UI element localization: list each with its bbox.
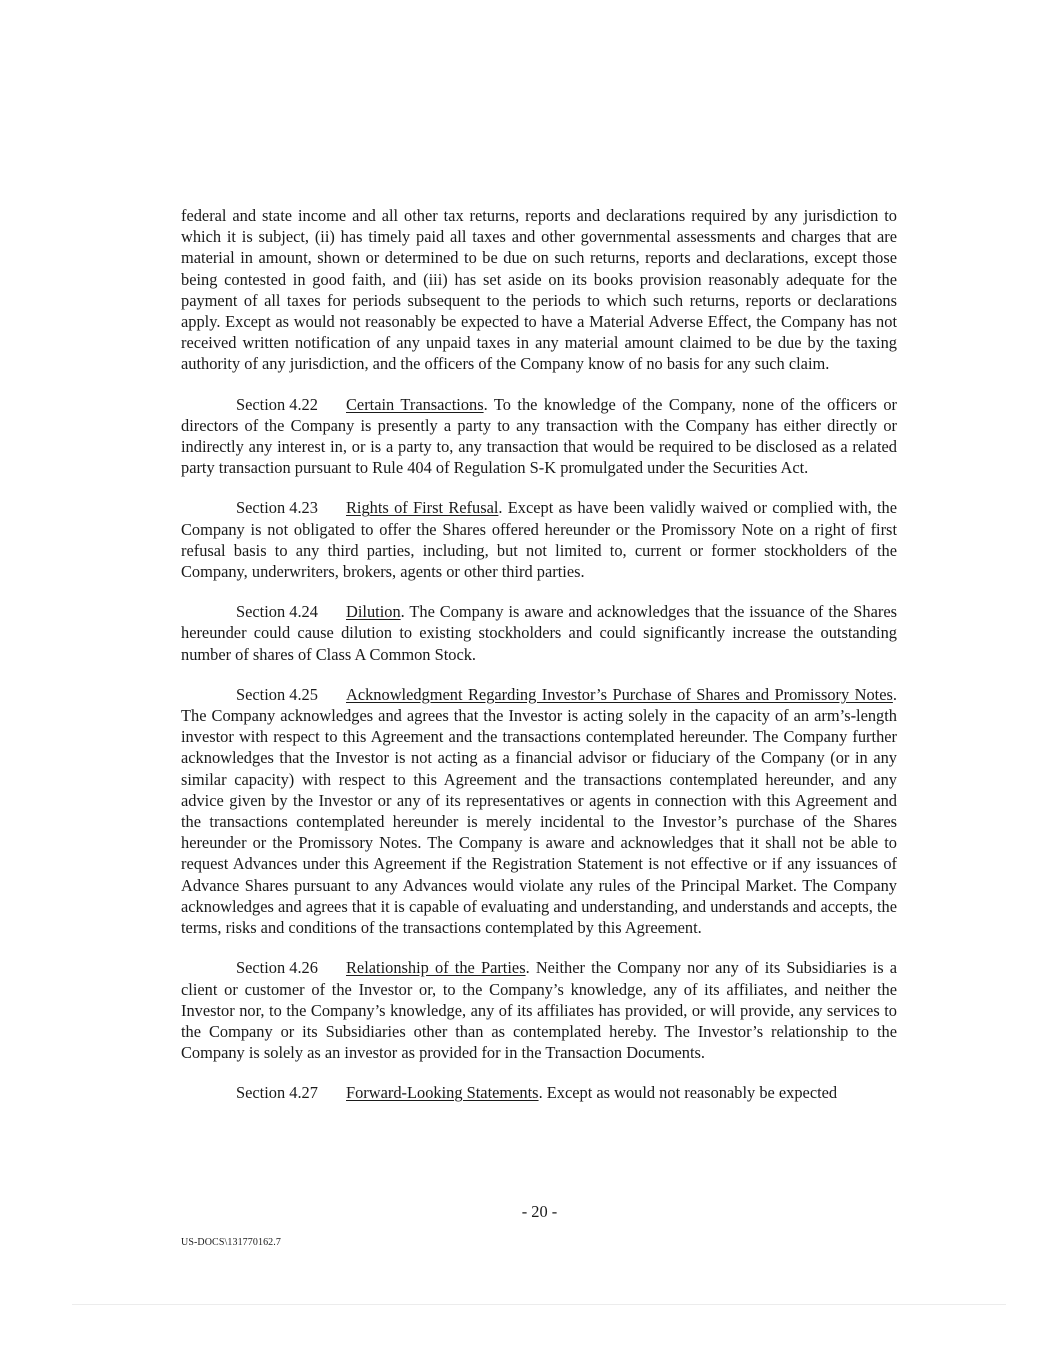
section-text: . Neither the Company nor any of its Subsidiaries is a client or customer of the Investor or, to the Company’s knowledge, any of its affiliates, and neither the Investor nor, to the Company’s knowledge, any of its affiliates has provided, or will provide, any services to the Company or its Subsidiaries other than as contemplated hereby. The Investor’s relationship to the Company is solely as an investor as provided for in the Transaction Documents. (181, 958, 897, 1063)
section-number: Section 4.24 (236, 602, 318, 622)
section-heading: Rights of First Refusal (346, 498, 499, 518)
section-number: Section 4.27 (236, 1083, 318, 1103)
page-number: - 20 - (521, 1202, 558, 1221)
section-text: . The Company acknowledges and agrees that the Investor is acting solely in the capacity of an arm’s-length investor with respect to this Agreement and the transactions contemplated hereunder. The Company further acknowledges that the Investor is not acting as a financial advisor or fiduciary of the Company (or in any similar capacity) with respect to this Agreement and the transactions contemplated hereunder, and any advice given by the Investor or any of its representatives or agents in connection with this Agreement and the transactions contemplated hereunder is merely incidental to the Investor’s purchase of the Shares hereunder or the Promissory Notes. The Company is aware and acknowledges that it shall not be able to request Advances under this Agreement if the Registration Statement is not effective or if any issuances of Advance Shares pursuant to any Advances would violate any rules of the Principal Market. The Company acknowledges and agrees that it is capable of evaluating and understanding, and understands and accepts, the terms, risks and conditions of the transactions contemplated by this Agreement. (181, 684, 897, 938)
document-body (181, 205, 897, 1123)
section-4-27 (181, 1082, 897, 1103)
section-heading: Dilution (346, 602, 401, 622)
section-4-22 (181, 394, 897, 479)
section-4-25 (181, 684, 897, 938)
section-heading: Acknowledgment Regarding Investor’s Purchase of Shares and Promissory Notes (346, 684, 893, 704)
section-number: Section 4.26 (236, 958, 318, 978)
page-bottom-divider (72, 1304, 1006, 1305)
document-id: US-DOCS\131770162.7 (181, 1237, 281, 1248)
section-heading: Forward-Looking Statements (346, 1083, 539, 1103)
section-number: Section 4.25 (236, 684, 318, 704)
continuation-paragraph: federal and state income and all other tax returns, reports and declarations required by any jurisdiction to which it is subject, (ii) has timely paid all taxes and other governmental assessments and charges that are material in amount, shown or determined to be due on such returns, reports and declarations, except those being contested in good faith, and (iii) has set aside on its books provision reasonably adequate for the payment of all taxes for periods subsequent to the periods to which such returns, reports or declarations apply. Except as would not reasonably be expected to have a Material Adverse Effect, the Company has not received written notification of any unpaid taxes in any material amount claimed to be due by the taxing authority of any jurisdiction, and the officers of the Company know of no basis for any such claim. (181, 206, 897, 374)
section-4-23 (181, 497, 897, 582)
section-4-26 (181, 957, 897, 1063)
section-heading: Relationship of the Parties (346, 958, 526, 978)
section-number: Section 4.23 (236, 498, 318, 518)
section-text: . To the knowledge of the Company, none of the officers or directors of the Company is presently a party to any transaction with the Company has either directly or indirectly any interest in, or is a party to, any transaction that would be required to be disclosed as a related party transaction pursuant to Rule 404 of Regulation S-K promulgated under the Securities Act. (181, 394, 897, 478)
section-number: Section 4.22 (236, 394, 318, 414)
section-text: . The Company is aware and acknowledges that the issuance of the Shares hereunder could cause dilution to existing stockholders and could significantly increase the outstanding number of shares of Class A Common Stock. (181, 602, 897, 664)
section-heading: Certain Transactions (346, 394, 484, 414)
section-4-24 (181, 601, 897, 665)
section-text: . Except as would not reasonably be expected (538, 1083, 838, 1103)
section-text: . Except as have been validly waived or complied with, the Company is not obligated to offer the Shares offered hereunder or the Promissory Note on a right of first refusal basis to any third parties, including, but not limited to, current or former stockholders of the Company, underwriters, brokers, agents or other third parties. (181, 498, 897, 582)
